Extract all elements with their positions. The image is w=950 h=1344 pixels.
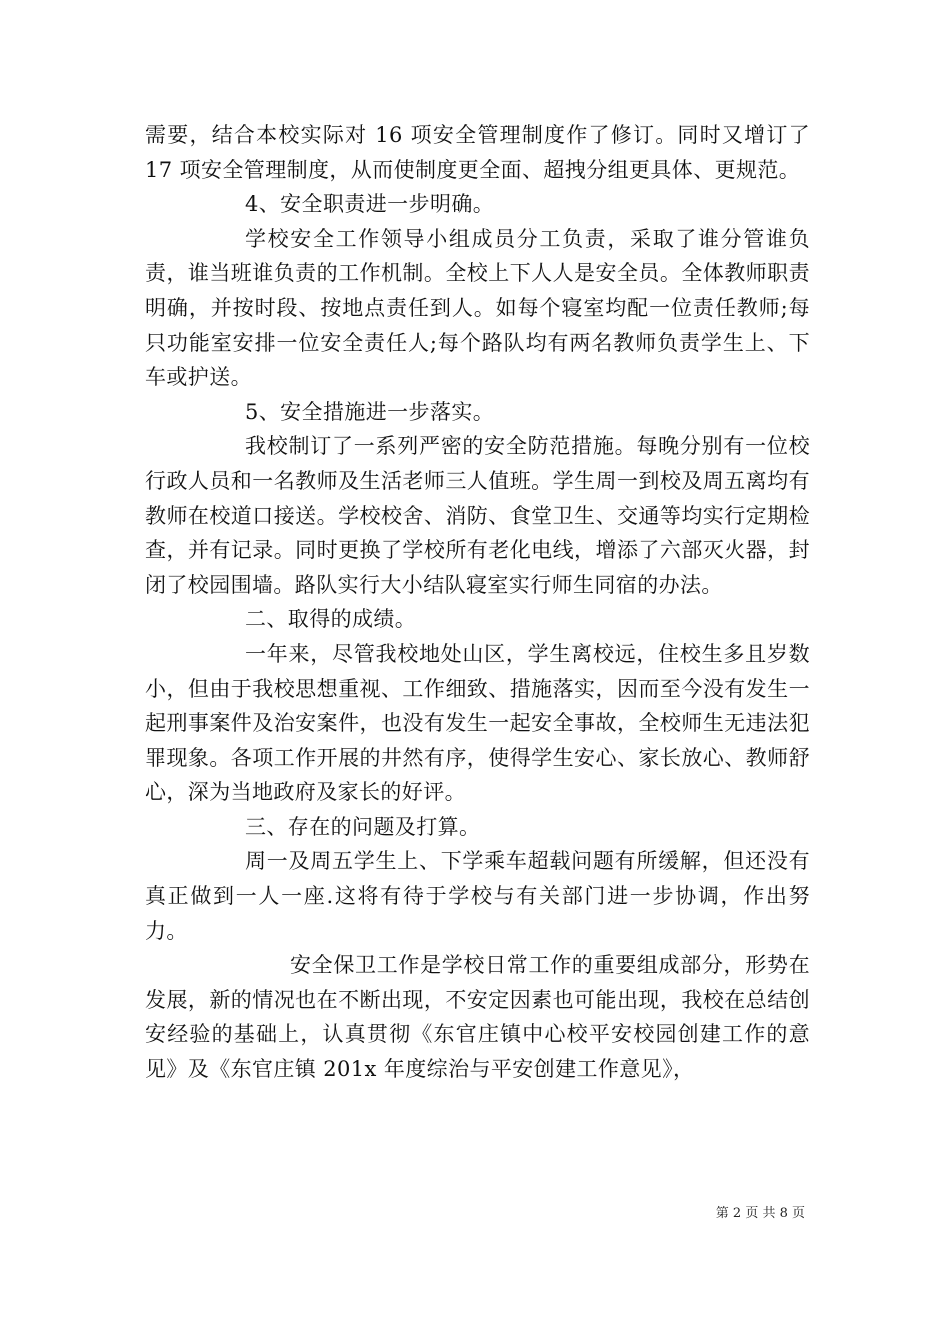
page-number: 第 2 页 共 8 页 [715, 1206, 805, 1221]
paragraph: 周一及周五学生上、下学乘车超载问题有所缓解，但还没有真正做到一人一座.这将有待于学校与有关部门进一步协调，作出努力。 [145, 849, 810, 943]
section-heading: 二、取得的成绩。 [245, 607, 417, 632]
section-heading: 三、存在的问题及打算。 [245, 814, 481, 839]
paragraph: 一年来，尽管我校地处山区，学生离校远，住校生多且岁数小，但由于我校思想重视、工作细致、措施落实，因而至今没有发生一起刑事案件及治安案件，也没有发生一起安全事故，全校师生无违法犯罪现象。各项工作开展的井然有序，使得学生安心、家长放心、教师舒心，深为当地政府及家长的好评。 [145, 641, 810, 805]
body-text [145, 118, 810, 1087]
paragraph: 学校安全工作领导小组成员分工负责，采取了谁分管谁负责，谁当班谁负责的工作机制。全校上下人人是安全员。全体教师职责明确，并按时段、按地点责任到人。如每个寝室均配一位责任教师;每只功能室安排一位安全责任人;每个路队均有两名教师负责学生上、下车或护送。 [145, 226, 810, 390]
paragraph: 我校制订了一系列严密的安全防范措施。每晚分别有一位校行政人员和一名教师及生活老师三人值班。学生周一到校及周五离均有教师在校道口接送。学校校舍、消防、食堂卫生、交通等均实行定期检查，并有记录。同时更换了学校所有老化电线，增添了六部灭火器，封闭了校园围墙。路队实行大小结队寝室实行师生同宿的办法。 [145, 434, 810, 597]
paragraph: 安全保卫工作是学校日常工作的重要组成部分，形势在发展，新的情况也在不断出现，不安定因素也可能出现，我校在总结创安经验的基础上，认真贯彻《东官庄镇中心校平安校园创建工作的意见》及《东官庄镇 201x 年度综治与平安创建工作意见》， [145, 953, 810, 1082]
section-heading: 5、安全措施进一步落实。 [245, 399, 495, 424]
section-heading: 4、安全职责进一步明确。 [245, 192, 495, 217]
paragraph: 需要，结合本校实际对 16 项安全管理制度作了修订。同时又增订了 17 项安全管理制度，从而使制度更全面、超拽分组更具体、更规范。 [145, 123, 810, 182]
